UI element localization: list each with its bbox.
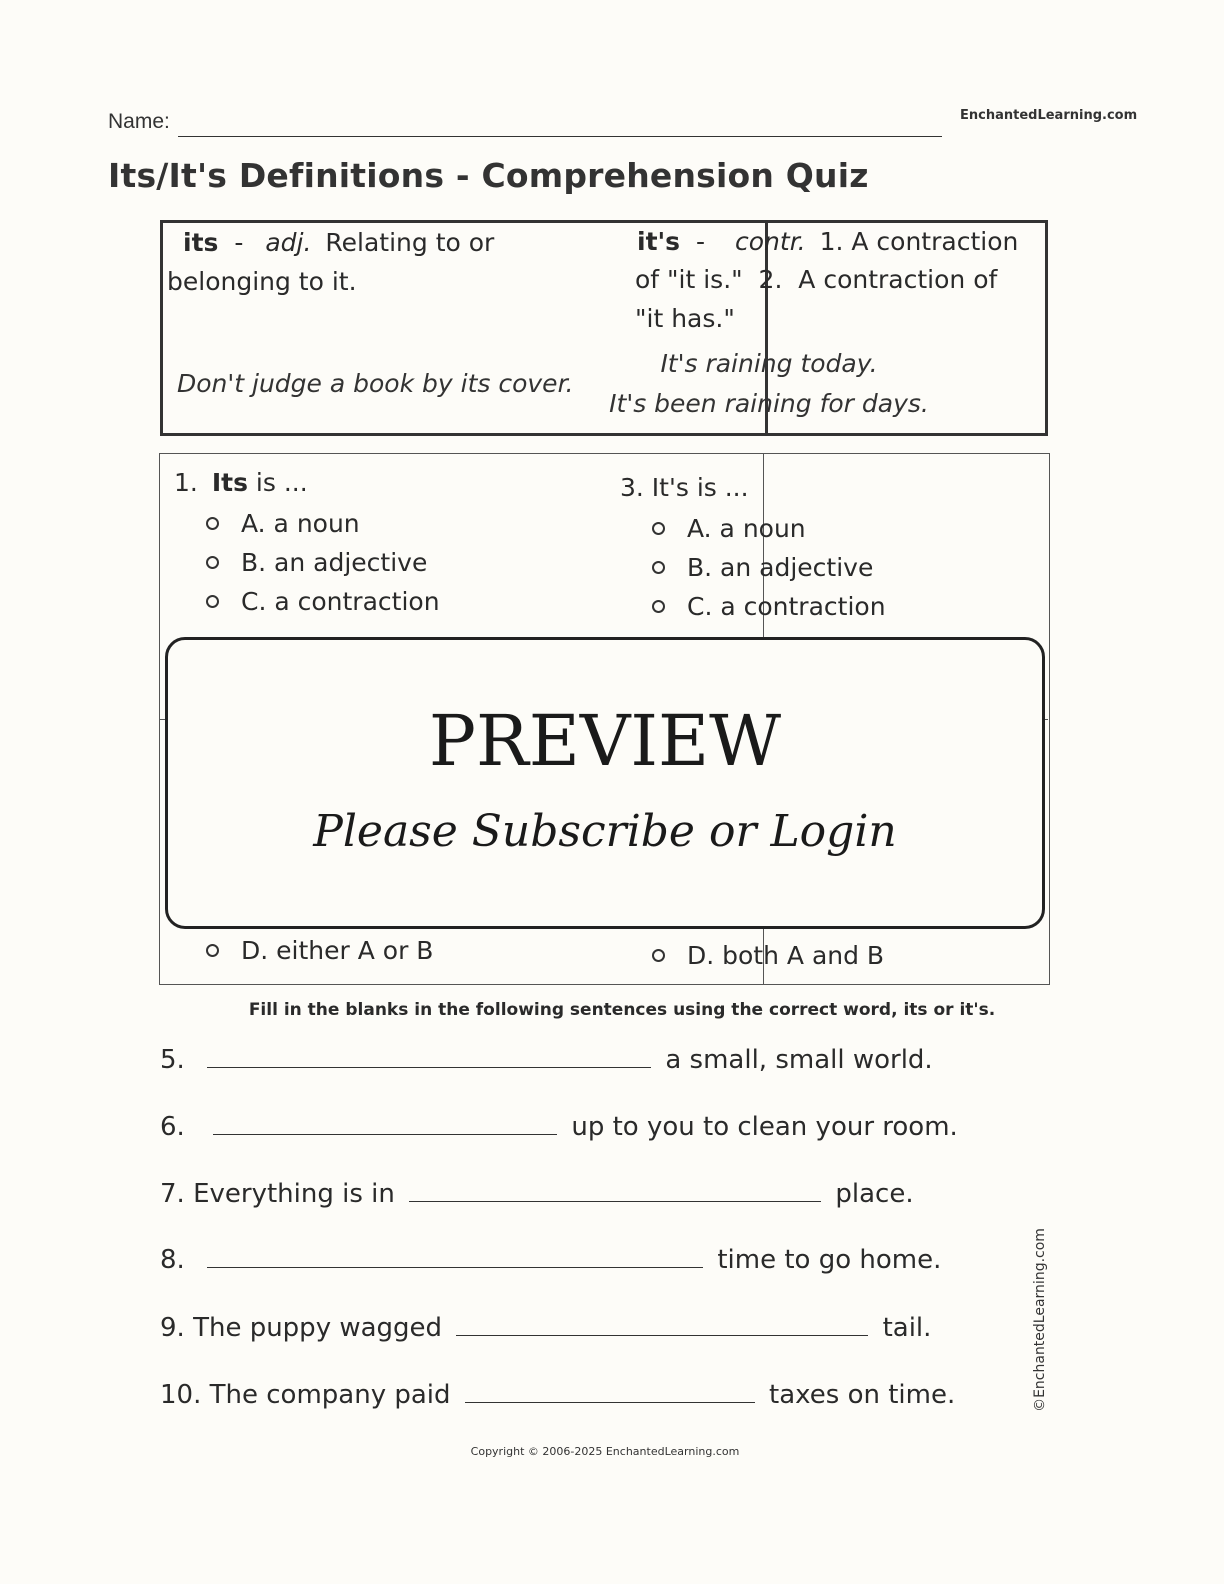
radio-icon[interactable] xyxy=(652,600,665,613)
name-input-line[interactable] xyxy=(178,136,942,137)
itis-def-text2: of "it is." 2. A contraction of xyxy=(635,265,998,294)
radio-icon[interactable] xyxy=(206,595,219,608)
question-1-number: 1. xyxy=(174,468,198,497)
radio-icon[interactable] xyxy=(206,944,219,957)
sentence-text: The puppy wagged xyxy=(193,1313,443,1343)
radio-icon[interactable] xyxy=(206,556,219,569)
itis-def-text1: 1. A contraction xyxy=(819,227,1019,256)
question-3-option-c[interactable] xyxy=(652,592,886,621)
name-label: Name: xyxy=(108,110,170,133)
question-number: 7. xyxy=(160,1179,185,1209)
option-label: D. both A and B xyxy=(687,941,885,970)
question-number: 6. xyxy=(160,1112,185,1142)
itis-word: it's xyxy=(637,227,681,256)
preview-title: PREVIEW xyxy=(428,700,782,782)
its-example: Don't judge a book by its cover. xyxy=(177,369,574,398)
question-2-option-d[interactable] xyxy=(206,936,433,965)
question-1-option-c[interactable] xyxy=(206,587,440,616)
question-1-option-a[interactable] xyxy=(206,509,360,538)
sentence-text: Everything is in xyxy=(193,1179,395,1209)
sentence-text: taxes on time. xyxy=(769,1380,956,1410)
question-number: 5. xyxy=(160,1045,185,1075)
question-3-heading: 3. It's is ... xyxy=(620,473,749,502)
preview-overlay[interactable] xyxy=(165,637,1045,929)
question-number: 8. xyxy=(160,1245,185,1275)
question-number: 9. xyxy=(160,1313,185,1343)
sentence-text: The company paid xyxy=(209,1380,451,1410)
definitions-table xyxy=(160,220,1048,436)
question-1-suffix: is ... xyxy=(255,468,308,497)
answer-blank[interactable] xyxy=(207,1241,703,1268)
answer-blank[interactable] xyxy=(465,1376,755,1403)
itis-definition-line1 xyxy=(637,222,1018,261)
its-pos: adj. xyxy=(265,228,312,257)
question-3-option-a[interactable] xyxy=(652,514,806,543)
fill-in-instructions: Fill in the blanks in the following sentences using the correct word, its or it's. xyxy=(248,1000,996,1020)
question-1-word: Its xyxy=(211,468,248,497)
answer-blank[interactable] xyxy=(456,1309,868,1336)
answer-blank[interactable] xyxy=(409,1175,821,1202)
radio-icon[interactable] xyxy=(652,561,665,574)
itis-example1: It's raining today. xyxy=(660,349,878,378)
question-4-option-d[interactable] xyxy=(652,941,884,970)
option-label: A. a noun xyxy=(687,514,806,543)
site-name: EnchantedLearning.com xyxy=(960,108,1138,123)
sentence-text: time to go home. xyxy=(717,1245,942,1275)
its-def-text2: belonging to it. xyxy=(167,267,357,296)
itis-dash: - xyxy=(696,227,706,256)
its-def-text1: Relating to or xyxy=(325,228,495,257)
question-1-heading xyxy=(174,468,308,497)
option-label: B. an adjective xyxy=(241,548,428,577)
copyright-footer: Copyright © 2006-2025 EnchantedLearning.com xyxy=(470,1445,740,1458)
question-3-option-b[interactable] xyxy=(652,553,873,582)
side-credit: ©EnchantedLearning.com xyxy=(1032,1228,1048,1412)
option-label: D. either A or B xyxy=(241,936,434,965)
radio-icon[interactable] xyxy=(652,949,665,962)
page-title: Its/It's Definitions - Comprehension Quiz xyxy=(108,156,869,195)
question-number: 10. xyxy=(160,1380,202,1410)
fill-question-10 xyxy=(160,1376,955,1410)
fill-question-9 xyxy=(160,1309,931,1343)
question-1-option-b[interactable] xyxy=(206,548,427,577)
itis-pos: contr. xyxy=(735,227,806,256)
fill-question-5 xyxy=(160,1041,933,1075)
fill-question-6 xyxy=(160,1108,958,1142)
option-label: C. a contraction xyxy=(241,587,440,616)
option-label: B. an adjective xyxy=(687,553,874,582)
itis-def-text3: "it has." xyxy=(635,304,735,333)
its-definition-line1 xyxy=(183,223,494,262)
subscribe-login-link[interactable]: Please Subscribe or Login xyxy=(313,806,897,857)
answer-blank[interactable] xyxy=(213,1108,557,1135)
option-label: C. a contraction xyxy=(687,592,886,621)
option-label: A. a noun xyxy=(241,509,360,538)
sentence-text: place. xyxy=(835,1179,914,1209)
answer-blank[interactable] xyxy=(207,1041,651,1068)
itis-example2: It's been raining for days. xyxy=(609,389,929,418)
radio-icon[interactable] xyxy=(652,522,665,535)
radio-icon[interactable] xyxy=(206,517,219,530)
its-word: its xyxy=(183,228,219,257)
sentence-text: tail. xyxy=(882,1313,932,1343)
fill-question-8 xyxy=(160,1241,941,1275)
its-dash: - xyxy=(234,228,244,257)
fill-question-7 xyxy=(160,1175,914,1209)
sentence-text: up to you to clean your room. xyxy=(571,1112,958,1142)
sentence-text: a small, small world. xyxy=(665,1045,933,1075)
